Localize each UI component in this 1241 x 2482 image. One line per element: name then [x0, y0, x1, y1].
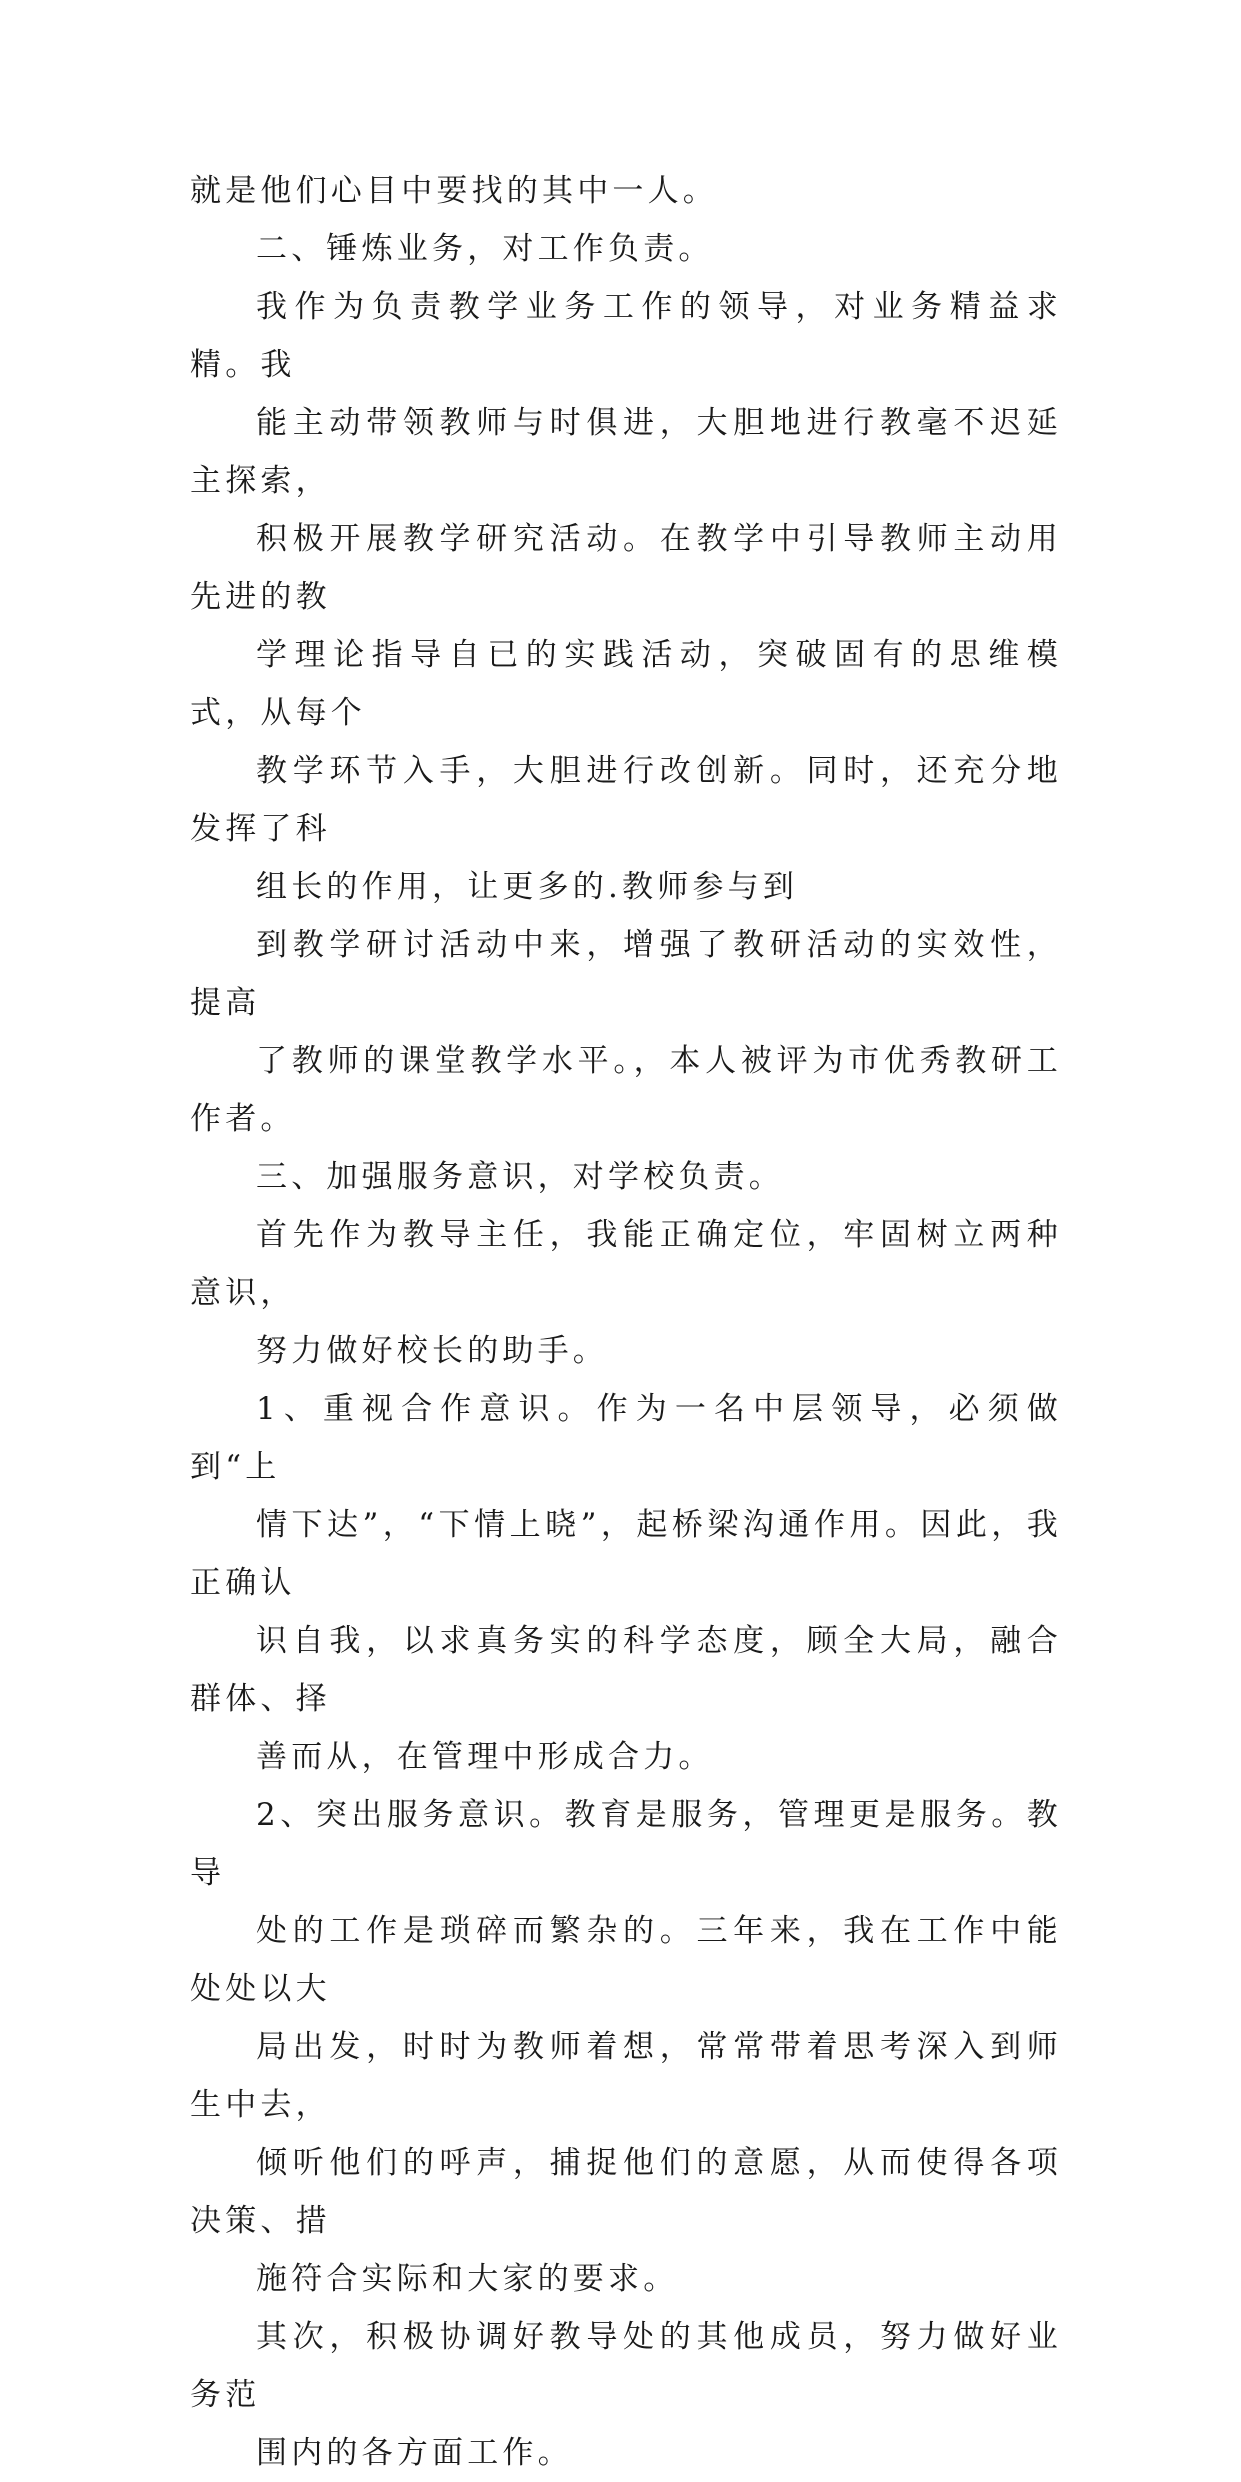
- text-line: 三、加强服务意识，对学校负责。: [256, 1159, 784, 1195]
- text-line: 学理论指导自已的实践活动，突破固有的思维模式，从每个: [190, 637, 1062, 731]
- text-line: 我作为负责教学业务工作的领导，对业务精益求精。我: [190, 289, 1062, 383]
- text-line: 2、突出服务意识。教育是服务，管理更是服务。教导: [190, 1797, 1062, 1891]
- text-line: 善而从，在管理中形成合力。: [256, 1739, 714, 1775]
- text-line: 组长的作用，让更多的.教师参与到: [256, 869, 799, 905]
- paragraph-1: [190, 162, 1062, 220]
- text-line: 了教师的课堂教学水平。，本人被评为市优秀教研工作者。: [190, 1043, 1062, 1137]
- text-line: 识自我，以求真务实的科学态度，顾全大局，融合群体、择: [190, 1623, 1062, 1717]
- section-heading-2: [190, 220, 1062, 278]
- text-line: 其次，积极协调好教导处的其他成员，努力做好业务范: [190, 2319, 1062, 2413]
- text-line: 积极开展教学研究活动。在教学中引导教师主动用先进的教: [190, 521, 1062, 615]
- text-line: 能主动带领教师与时俱进，大胆地进行教毫不迟延主探索，: [190, 405, 1062, 499]
- paragraph-9: [190, 2308, 1062, 2482]
- paragraph-3: [190, 278, 1062, 916]
- text-line: 处的工作是琐碎而繁杂的。三年来，我在工作中能处处以大: [190, 1913, 1062, 2007]
- paragraph-6: [190, 1206, 1062, 1380]
- text-line: 努力做好校长的助手。: [256, 1333, 608, 1369]
- text-line: 1、重视合作意识。作为一名中层领导，必须做到“上: [190, 1391, 1062, 1485]
- text-line: 围内的各方面工作。: [256, 2435, 573, 2471]
- text-line: 二、锤炼业务，对工作负责。: [256, 231, 714, 267]
- document-body: [190, 162, 1062, 2482]
- text-line: 局出发，时时为教师着想，常常带着思考深入到师生中去，: [190, 2029, 1062, 2123]
- section-heading-3: [190, 1148, 1062, 1206]
- text-line: 倾听他们的呼声，捕捉他们的意愿，从而使得各项决策、措: [190, 2145, 1062, 2239]
- paragraph-7: [190, 1380, 1062, 1786]
- text-line: 情下达”，“下情上晓”，起桥梁沟通作用。因此，我正确认: [190, 1507, 1062, 1601]
- text-line: 就是他们心目中要找的其中一人。: [190, 173, 718, 209]
- text-line: 施符合实际和大家的要求。: [256, 2261, 679, 2297]
- text-line: 到教学研讨活动中来，增强了教研活动的实效性，提高: [190, 927, 1062, 1021]
- text-line: 教学环节入手，大胆进行改创新。同时，还充分地发挥了科: [190, 753, 1062, 847]
- paragraph-4: [190, 916, 1062, 1148]
- text-line: 首先作为教导主任，我能正确定位，牢固树立两种意识，: [190, 1217, 1062, 1311]
- paragraph-8: [190, 1786, 1062, 2308]
